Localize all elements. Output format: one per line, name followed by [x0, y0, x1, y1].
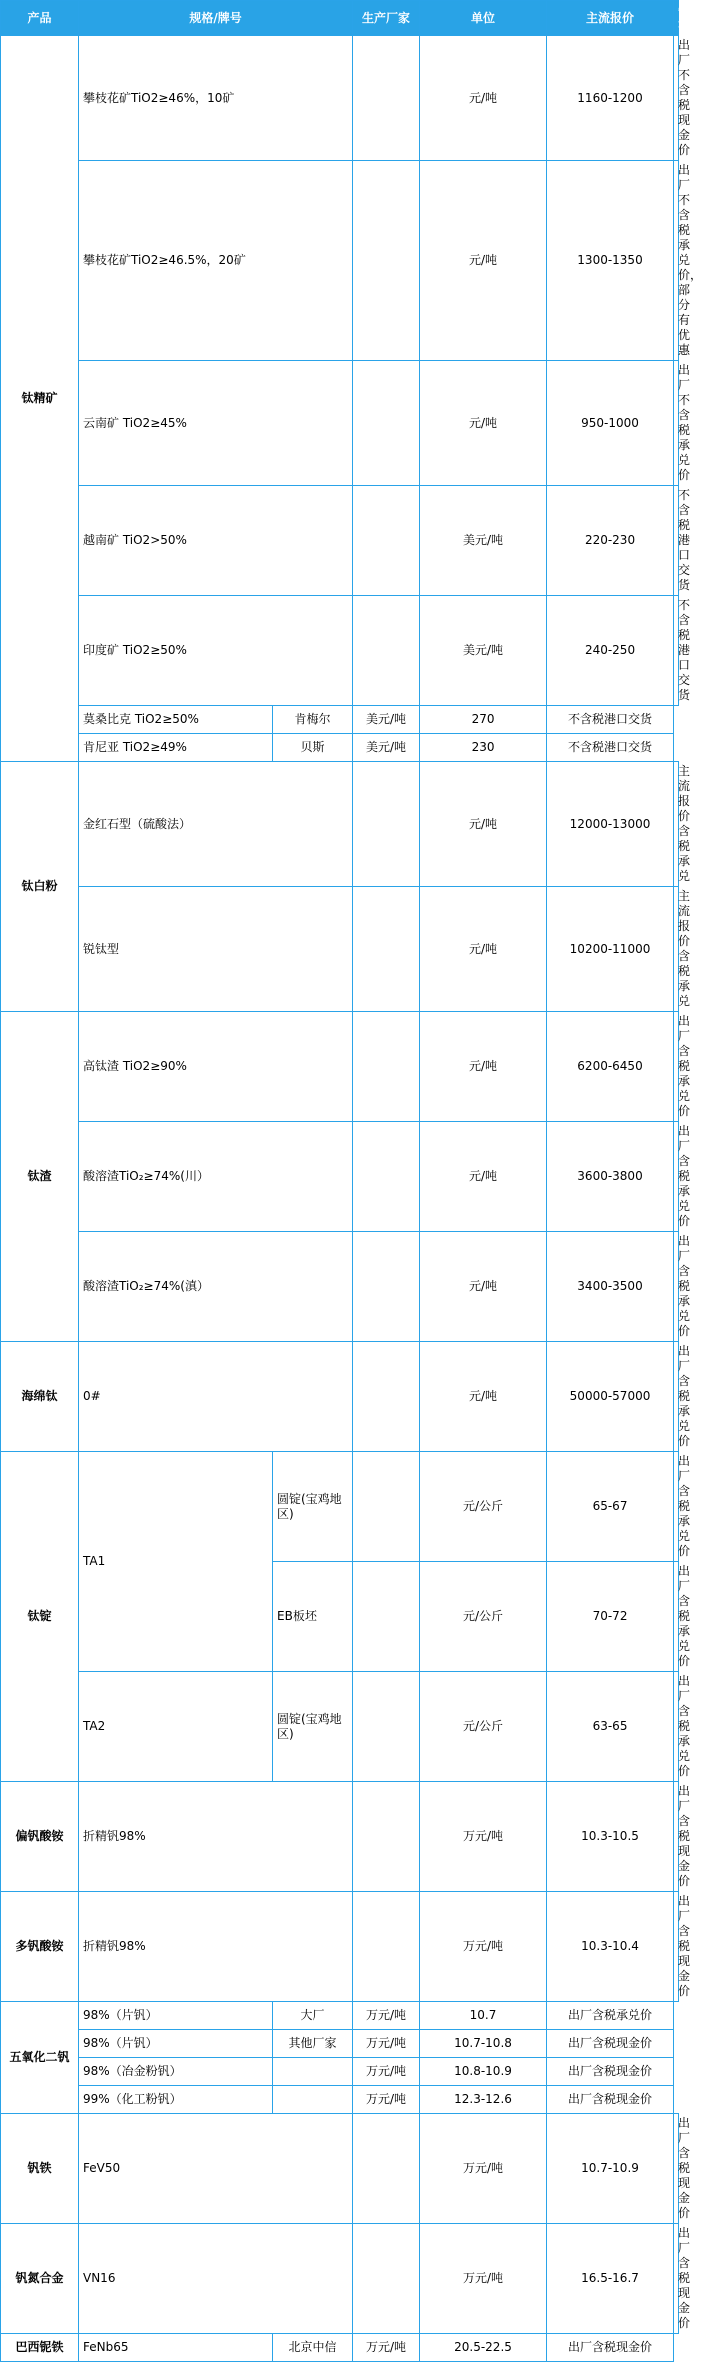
cell-unit: 元/吨	[420, 1232, 547, 1342]
table-row	[1, 887, 679, 1012]
cell-unit: 万元/吨	[353, 2334, 420, 2362]
cell-manufacturer	[353, 762, 420, 887]
cell-price: 6200-6450	[547, 1012, 674, 1122]
table-row	[1, 1342, 679, 1452]
cell-manufacturer	[353, 1672, 420, 1782]
cell-note: 不含税港口交货	[674, 596, 679, 706]
cell-spec-sub: EB板坯	[273, 1562, 353, 1672]
cell-note: 主流报价含税承兑	[674, 762, 679, 887]
cell-manufacturer	[353, 1342, 420, 1452]
table-row	[1, 596, 679, 706]
cell-note: 出厂含税承兑价	[674, 1342, 679, 1452]
cell-spec: 折精钒98%	[79, 1782, 353, 1892]
cell-note: 出厂含税承兑价	[674, 1122, 679, 1232]
cell-manufacturer: 肯梅尔	[273, 706, 353, 734]
cell-unit: 美元/吨	[420, 486, 547, 596]
cell-spec-sub: 圆锭(宝鸡地区)	[273, 1452, 353, 1562]
cell-price: 10.7	[420, 2002, 547, 2030]
table-row	[1, 486, 679, 596]
cell-unit: 元/吨	[420, 1122, 547, 1232]
cell-note: 不含税港口交货	[547, 706, 674, 734]
cell-spec: 莫桑比克 TiO2≥50%	[79, 706, 273, 734]
cell-price: 1300-1350	[547, 161, 674, 361]
cell-price: 1160-1200	[547, 36, 674, 161]
cell-note: 出厂含税现金价	[674, 1892, 679, 2002]
cell-unit: 美元/吨	[420, 596, 547, 706]
cell-note: 出厂含税承兑价	[547, 2002, 674, 2030]
header-spec: 规格/牌号	[79, 1, 353, 36]
cell-spec: 98%（片钒）	[79, 2030, 273, 2058]
cell-note: 出厂含税现金价	[547, 2030, 674, 2058]
table-row	[1, 2002, 679, 2030]
cell-spec: VN16	[79, 2224, 353, 2334]
cell-note: 出厂 不含税现金价	[674, 36, 679, 161]
cell-manufacturer	[353, 1012, 420, 1122]
header-manufacturer: 生产厂家	[353, 1, 420, 36]
cell-spec: 金红石型（硫酸法）	[79, 762, 353, 887]
table-row	[1, 1892, 679, 2002]
cell-note: 出厂含税现金价	[674, 2114, 679, 2224]
cell-note: 出厂含税现金价	[674, 1782, 679, 1892]
cell-price: 10.8-10.9	[420, 2058, 547, 2086]
cell-product: 钛锭	[1, 1452, 79, 1782]
cell-price: 20.5-22.5	[420, 2334, 547, 2362]
cell-unit: 万元/吨	[353, 2058, 420, 2086]
cell-price: 220-230	[547, 486, 674, 596]
table-row	[1, 361, 679, 486]
cell-spec-sub: 圆锭(宝鸡地区)	[273, 1672, 353, 1782]
cell-spec: FeV50	[79, 2114, 353, 2224]
cell-manufacturer	[353, 161, 420, 361]
cell-unit: 元/吨	[420, 1342, 547, 1452]
cell-product: 钒铁	[1, 2114, 79, 2224]
cell-price: 10200-11000	[547, 887, 674, 1012]
cell-note: 主流报价含税承兑	[674, 887, 679, 1012]
cell-manufacturer	[273, 2086, 353, 2114]
table-row	[1, 161, 679, 361]
header-price: 主流报价	[547, 1, 674, 36]
cell-price: 65-67	[547, 1452, 674, 1562]
table-row	[1, 2030, 679, 2058]
cell-note: 不含税港口交货	[547, 734, 674, 762]
cell-product: 钛精矿	[1, 36, 79, 762]
cell-spec: 酸溶渣TiO₂≥74%(川）	[79, 1122, 353, 1232]
cell-unit: 元/吨	[420, 361, 547, 486]
cell-spec: 印度矿 TiO2≥50%	[79, 596, 353, 706]
cell-unit: 美元/吨	[353, 734, 420, 762]
cell-price: 10.7-10.8	[420, 2030, 547, 2058]
cell-spec: FeNb65	[79, 2334, 273, 2362]
cell-spec: 云南矿 TiO2≥45%	[79, 361, 353, 486]
cell-note: 出厂含税现金价	[547, 2086, 674, 2114]
cell-price: 70-72	[547, 1562, 674, 1672]
cell-unit: 万元/吨	[353, 2030, 420, 2058]
cell-manufacturer	[353, 36, 420, 161]
cell-unit: 万元/吨	[420, 1782, 547, 1892]
cell-manufacturer	[353, 2114, 420, 2224]
table-header	[1, 1, 691, 36]
table-row	[1, 1232, 679, 1342]
cell-price: 270	[420, 706, 547, 734]
cell-spec: 肯尼亚 TiO2≥49%	[79, 734, 273, 762]
cell-note: 出厂含税现金价	[674, 2224, 679, 2334]
cell-manufacturer	[353, 361, 420, 486]
cell-manufacturer	[353, 887, 420, 1012]
cell-price: 12000-13000	[547, 762, 674, 887]
cell-unit: 元/公斤	[420, 1562, 547, 1672]
cell-manufacturer	[353, 1782, 420, 1892]
cell-price: 240-250	[547, 596, 674, 706]
table-row	[1, 2224, 679, 2334]
header-unit: 单位	[420, 1, 547, 36]
cell-unit: 元/公斤	[420, 1672, 547, 1782]
cell-price: 12.3-12.6	[420, 2086, 547, 2114]
cell-manufacturer: 北京中信	[273, 2334, 353, 2362]
cell-manufacturer: 贝斯	[273, 734, 353, 762]
cell-note: 出厂含税承兑价	[674, 1562, 679, 1672]
cell-spec: TA2	[79, 1672, 273, 1782]
cell-spec: 折精钒98%	[79, 1892, 353, 2002]
cell-price: 3400-3500	[547, 1232, 674, 1342]
table-row	[1, 1782, 679, 1892]
table-row	[1, 2058, 679, 2086]
cell-unit: 万元/吨	[353, 2002, 420, 2030]
cell-spec: 高钛渣 TiO2≥90%	[79, 1012, 353, 1122]
cell-price: 950-1000	[547, 361, 674, 486]
cell-manufacturer: 大厂	[273, 2002, 353, 2030]
cell-product: 巴西铌铁	[1, 2334, 79, 2362]
cell-unit: 元/吨	[420, 762, 547, 887]
cell-unit: 万元/吨	[420, 1892, 547, 2002]
cell-unit: 美元/吨	[353, 706, 420, 734]
table-header-row	[1, 1, 679, 36]
cell-spec: TA1	[79, 1452, 273, 1672]
cell-note: 不含税港口交货	[674, 486, 679, 596]
cell-manufacturer	[353, 486, 420, 596]
cell-unit: 元/吨	[420, 887, 547, 1012]
cell-note: 出厂含税承兑价	[674, 1012, 679, 1122]
cell-unit: 万元/吨	[420, 2224, 547, 2334]
cell-manufacturer	[353, 1122, 420, 1232]
cell-spec: 酸溶渣TiO₂≥74%(滇）	[79, 1232, 353, 1342]
cell-spec: 攀枝花矿TiO2≥46%，10矿	[79, 36, 353, 161]
header-product: 产品	[1, 1, 79, 36]
table-row	[1, 1672, 679, 1782]
cell-manufacturer	[353, 1892, 420, 2002]
cell-note: 出厂含税承兑价	[674, 1452, 679, 1562]
cell-price: 10.7-10.9	[547, 2114, 674, 2224]
table-row	[1, 1122, 679, 1232]
table-row	[1, 1012, 679, 1122]
cell-unit: 元/吨	[420, 36, 547, 161]
cell-price: 10.3-10.5	[547, 1782, 674, 1892]
cell-unit: 元/公斤	[420, 1452, 547, 1562]
cell-price: 16.5-16.7	[547, 2224, 674, 2334]
cell-product: 五氧化二钒	[1, 2002, 79, 2114]
table-row	[1, 734, 679, 762]
table-row	[1, 706, 679, 734]
cell-manufacturer	[273, 2058, 353, 2086]
cell-price: 50000-57000	[547, 1342, 674, 1452]
cell-manufacturer	[353, 1232, 420, 1342]
cell-price: 3600-3800	[547, 1122, 674, 1232]
table-row	[1, 1452, 679, 1562]
cell-unit: 元/吨	[420, 1012, 547, 1122]
cell-spec: 98%（冶金粉钒）	[79, 2058, 273, 2086]
cell-product: 钛渣	[1, 1012, 79, 1342]
cell-spec: 98%（片钒）	[79, 2002, 273, 2030]
cell-product: 钒氮合金	[1, 2224, 79, 2334]
cell-unit: 万元/吨	[420, 2114, 547, 2224]
table-row	[1, 2086, 679, 2114]
cell-product: 偏钒酸铵	[1, 1782, 79, 1892]
table-row	[1, 36, 679, 161]
cell-note: 出厂含税现金价	[547, 2334, 674, 2362]
cell-unit: 万元/吨	[353, 2086, 420, 2114]
cell-price: 10.3-10.4	[547, 1892, 674, 2002]
table-row	[1, 2334, 679, 2362]
cell-note: 出厂含税现金价	[547, 2058, 674, 2086]
table-row	[1, 2114, 679, 2224]
cell-spec: 攀枝花矿TiO2≥46.5%，20矿	[79, 161, 353, 361]
header-note: 备注	[674, 1, 679, 36]
table-body	[1, 36, 702, 2362]
table-row	[1, 762, 679, 887]
cell-manufacturer: 其他厂家	[273, 2030, 353, 2058]
cell-spec: 99%（化工粉钒）	[79, 2086, 273, 2114]
cell-note: 出厂含税承兑价	[674, 1232, 679, 1342]
cell-note: 出厂含税承兑价	[674, 1672, 679, 1782]
cell-product: 钛白粉	[1, 762, 79, 1012]
cell-spec: 0#	[79, 1342, 353, 1452]
cell-price: 230	[420, 734, 547, 762]
cell-unit: 元/吨	[420, 161, 547, 361]
cell-manufacturer	[353, 1452, 420, 1562]
cell-manufacturer	[353, 2224, 420, 2334]
cell-note: 出厂 不含税承兑价	[674, 361, 679, 486]
cell-price: 63-65	[547, 1672, 674, 1782]
cell-manufacturer	[353, 1562, 420, 1672]
cell-note: 出厂 不含税承兑价，部分有优惠	[674, 161, 679, 361]
cell-manufacturer	[353, 596, 420, 706]
cell-spec: 锐钛型	[79, 887, 353, 1012]
cell-product: 海绵钛	[1, 1342, 79, 1452]
cell-spec: 越南矿 TiO2>50%	[79, 486, 353, 596]
cell-product: 多钒酸铵	[1, 1892, 79, 2002]
